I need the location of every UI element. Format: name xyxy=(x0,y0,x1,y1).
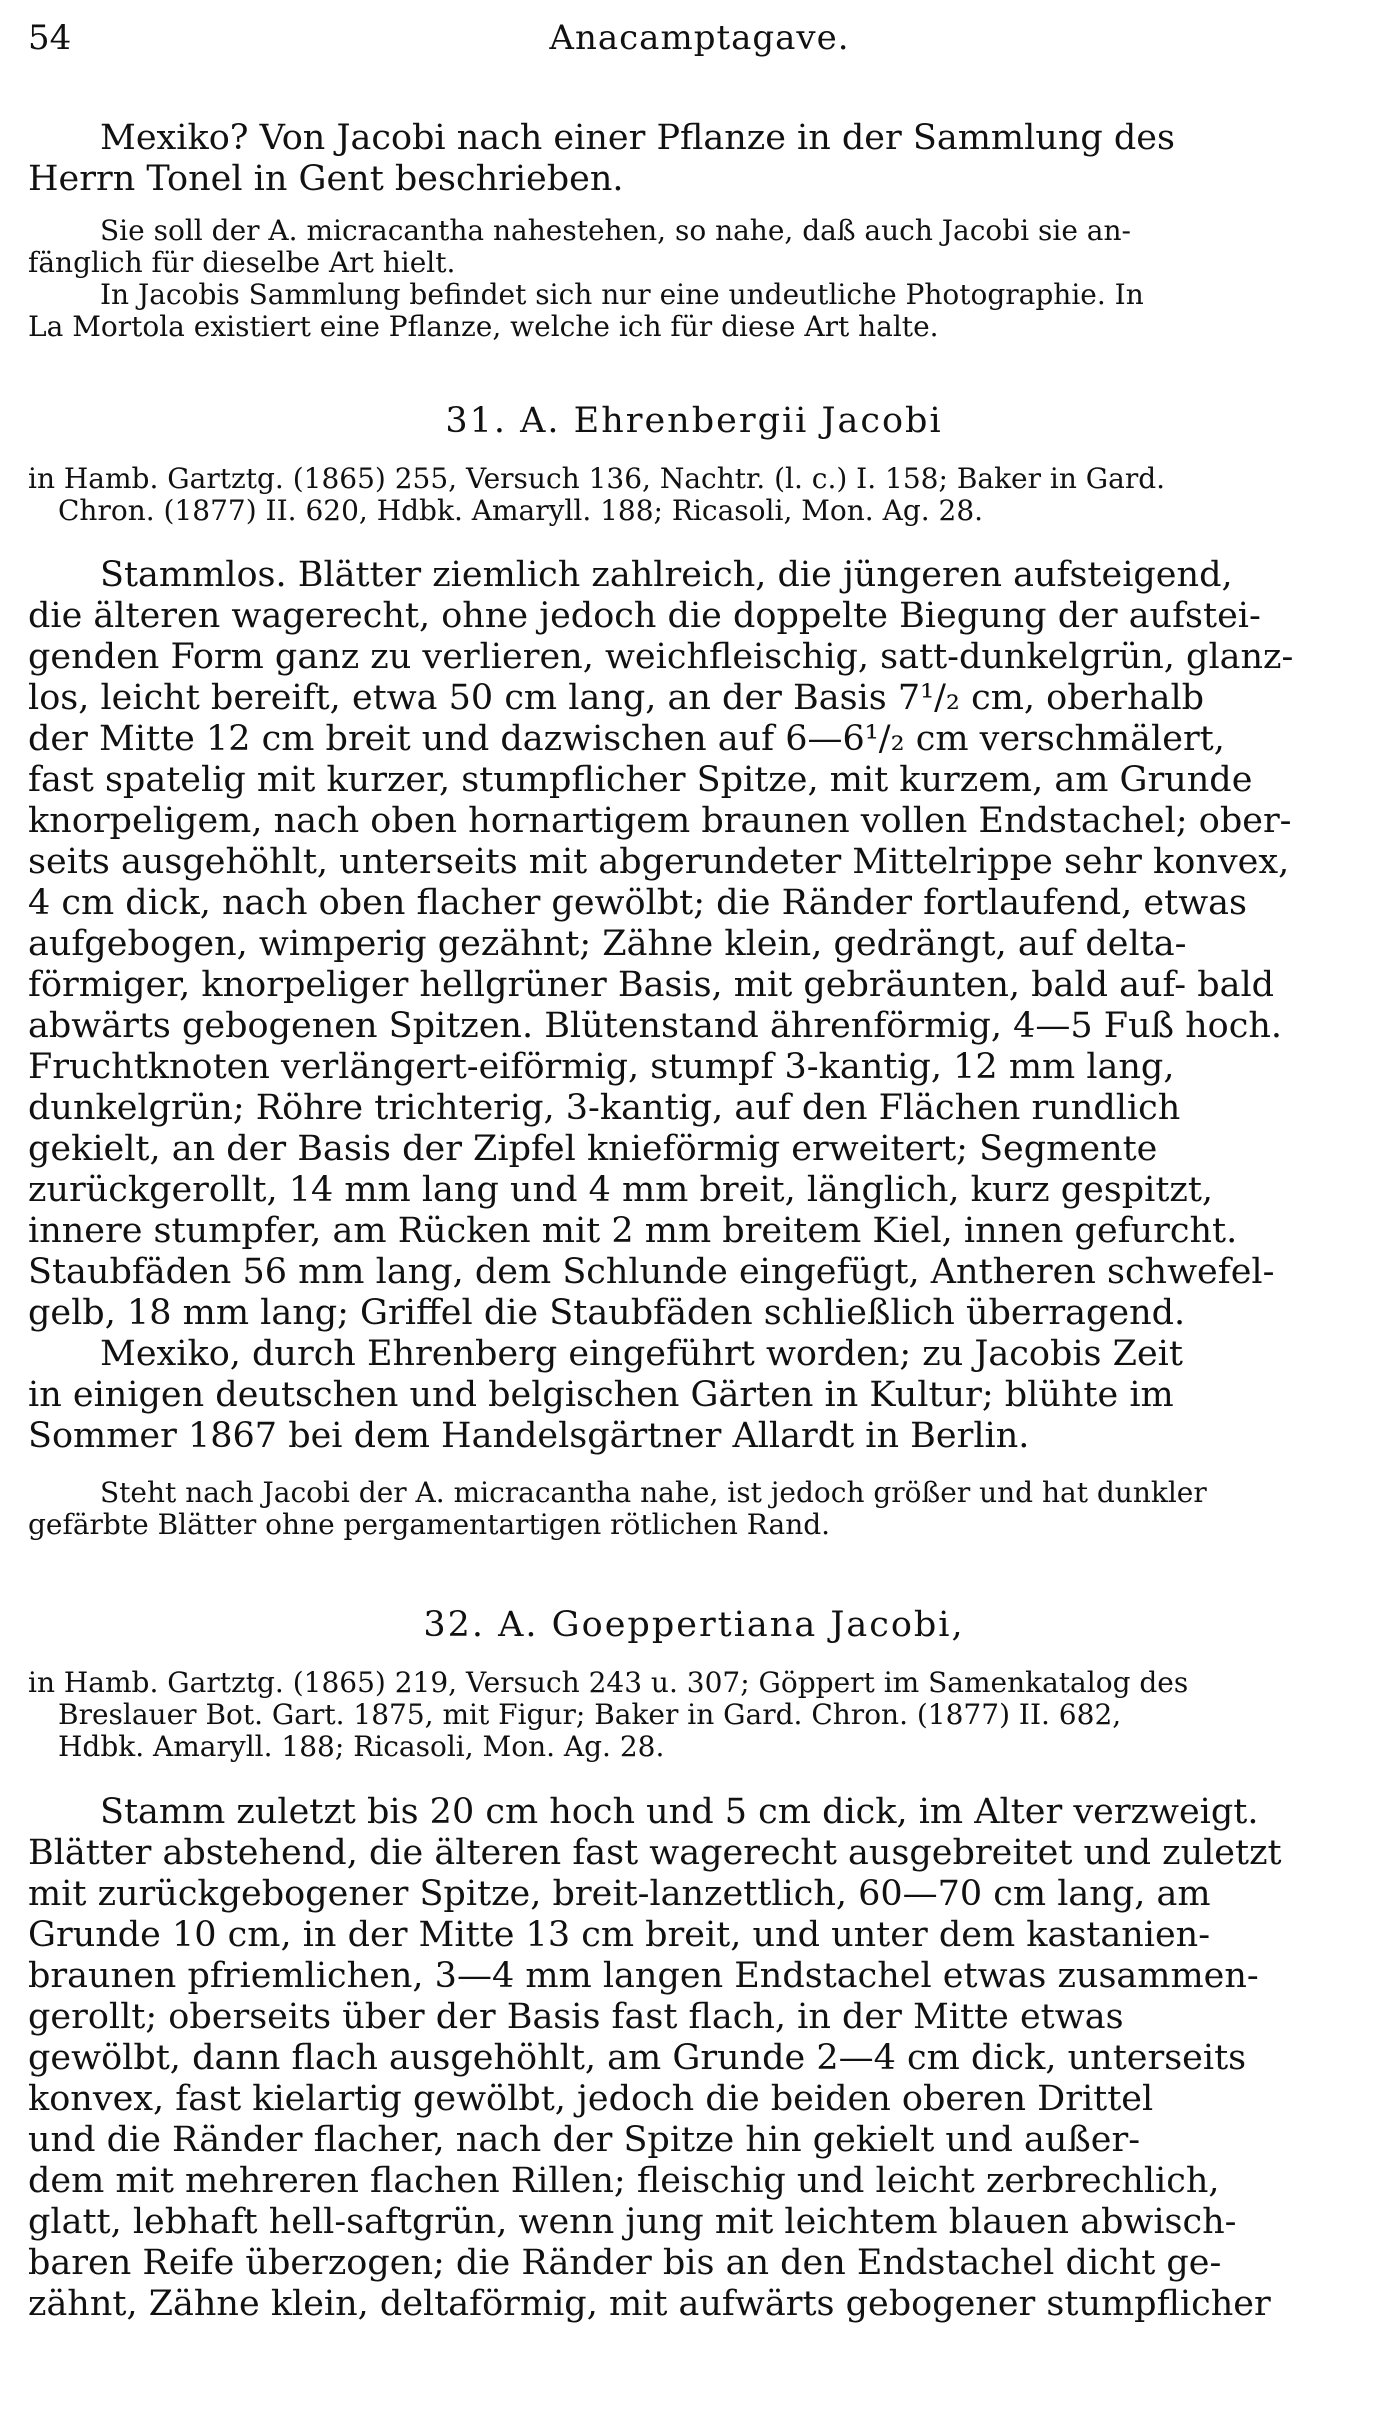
reference-line: in Hamb. Gartztg. (1865) 219, Versuch 243 u. 307; Göppert im Samenkatalog des xyxy=(28,1666,1189,1699)
intro-note-line: La Mortola existiert eine Pflanze, welche ich für diese Art halte. xyxy=(28,310,939,343)
note-line: Steht nach Jacobi der A. micracantha nahe, ist jedoch größer und hat dunkler xyxy=(100,1476,1207,1509)
intro-note-line: In Jacobis Sammlung befindet sich nur eine undeutliche Photographie. In xyxy=(100,278,1144,311)
description-line: dunkelgrün; Röhre trichterig, 3-kantig, auf den Flächen rundlich xyxy=(28,1088,1181,1128)
description-line: baren Reife überzogen; die Ränder bis an den Endstachel dicht ge- xyxy=(28,2243,1222,2283)
description-line: gekielt, an der Basis der Zipfel knieförmig erweitert; Segmente xyxy=(28,1129,1158,1169)
reference-line: Chron. (1877) II. 620, Hdbk. Amaryll. 188; Ricasoli, Mon. Ag. 28. xyxy=(58,494,984,527)
description-line: Fruchtknoten verlängert-eiförmig, stumpf 3-kantig, 12 mm lang, xyxy=(28,1047,1175,1087)
description-line: die älteren wagerecht, ohne jedoch die doppelte Biegung der aufstei- xyxy=(28,596,1261,636)
description-line: knorpeligem, nach oben hornartigem braunen vollen Endstachel; ober- xyxy=(28,801,1292,841)
description-line: Blätter abstehend, die älteren fast wagerecht ausgebreitet und zuletzt xyxy=(28,1833,1282,1873)
description-line: aufgebogen, wimperig gezähnt; Zähne klein, gedrängt, auf delta- xyxy=(28,924,1187,964)
running-title: Anacamptagave. xyxy=(549,18,850,58)
species-heading: 32. A. Goeppertiana Jacobi, xyxy=(423,1605,965,1645)
description-line: gelb, 18 mm lang; Griffel die Staubfäden schließlich überragend. xyxy=(28,1293,1186,1333)
description-line: los, leicht bereift, etwa 50 cm lang, an der Basis 7¹/₂ cm, oberhalb xyxy=(28,678,1205,718)
description-line: der Mitte 12 cm breit und dazwischen auf 6—6¹/₂ cm verschmälert, xyxy=(28,719,1225,759)
description-line: mit zurückgebogener Spitze, breit-lanzettlich, 60—70 cm lang, am xyxy=(28,1874,1211,1914)
page-number: 54 xyxy=(28,18,72,58)
reference-line: Breslauer Bot. Gart. 1875, mit Figur; Baker in Gard. Chron. (1877) II. 682, xyxy=(58,1698,1122,1731)
intro-note-line: Sie soll der A. micracantha nahestehen, so nahe, daß auch Jacobi sie an- xyxy=(100,214,1131,247)
intro-locality-line: Mexiko? Von Jacobi nach einer Pflanze in der Sammlung des xyxy=(100,118,1175,158)
description-line: zähnt, Zähne klein, deltaförmig, mit aufwärts gebogener stumpflicher xyxy=(28,2284,1271,2324)
description-line: seits ausgehöhlt, unterseits mit abgerundeter Mittelrippe sehr konvex, xyxy=(28,842,1290,882)
reference-line: in Hamb. Gartztg. (1865) 255, Versuch 136, Nachtr. (l. c.) I. 158; Baker in Gard. xyxy=(28,462,1166,495)
description-line: innere stumpfer, am Rücken mit 2 mm breitem Kiel, innen gefurcht. xyxy=(28,1211,1238,1251)
description-line: förmiger, knorpeliger hellgrüner Basis, mit gebräunten, bald auf- bald xyxy=(28,965,1275,1005)
description-line: glatt, lebhaft hell-saftgrün, wenn jung mit leichtem blauen abwisch- xyxy=(28,2202,1237,2242)
description-line: Staubfäden 56 mm lang, dem Schlunde eingefügt, Antheren schwefel- xyxy=(28,1252,1275,1292)
description-line: fast spatelig mit kurzer, stumpflicher Spitze, mit kurzem, am Grunde xyxy=(28,760,1253,800)
description-line: zurückgerollt, 14 mm lang und 4 mm breit, länglich, kurz gespitzt, xyxy=(28,1170,1214,1210)
description-line: dem mit mehreren flachen Rillen; fleischig und leicht zerbrechlich, xyxy=(28,2161,1220,2201)
description-line: und die Ränder flacher, nach der Spitze hin gekielt und außer- xyxy=(28,2120,1141,2160)
description-line: Grunde 10 cm, in der Mitte 13 cm breit, und unter dem kastanien- xyxy=(28,1915,1211,1955)
description-line: gewölbt, dann flach ausgehöhlt, am Grunde 2—4 cm dick, unterseits xyxy=(28,2038,1247,2078)
description-line: gerollt; oberseits über der Basis fast flach, in der Mitte etwas xyxy=(28,1997,1124,2037)
species-heading: 31. A. Ehrenbergii Jacobi xyxy=(445,401,943,441)
description-line: konvex, fast kielartig gewölbt, jedoch die beiden oberen Drittel xyxy=(28,2079,1154,2119)
intro-locality-line: Herrn Tonel in Gent beschrieben. xyxy=(28,159,624,199)
reference-line: Hdbk. Amaryll. 188; Ricasoli, Mon. Ag. 28. xyxy=(58,1730,665,1763)
description-line: 4 cm dick, nach oben flacher gewölbt; die Ränder fortlaufend, etwas xyxy=(28,883,1247,923)
description-line: genden Form ganz zu verlieren, weichfleischig, satt-dunkelgrün, glanz- xyxy=(28,637,1294,677)
description-line: Stamm zuletzt bis 20 cm hoch und 5 cm dick, im Alter verzweigt. xyxy=(100,1792,1259,1832)
distribution-line: in einigen deutschen und belgischen Gärten in Kultur; blühte im xyxy=(28,1375,1174,1415)
distribution-line: Mexiko, durch Ehrenberg eingeführt worden; zu Jacobis Zeit xyxy=(100,1334,1183,1374)
intro-note-line: fänglich für dieselbe Art hielt. xyxy=(28,246,456,279)
note-line: gefärbte Blätter ohne pergamentartigen rötlichen Rand. xyxy=(28,1508,831,1541)
description-line: Stammlos. Blätter ziemlich zahlreich, die jüngeren aufsteigend, xyxy=(100,555,1233,595)
description-line: abwärts gebogenen Spitzen. Blütenstand ährenförmig, 4—5 Fuß hoch. xyxy=(28,1006,1283,1046)
distribution-line: Sommer 1867 bei dem Handelsgärtner Allardt in Berlin. xyxy=(28,1416,1030,1456)
description-line: braunen pfriemlichen, 3—4 mm langen Endstachel etwas zusammen- xyxy=(28,1956,1259,1996)
